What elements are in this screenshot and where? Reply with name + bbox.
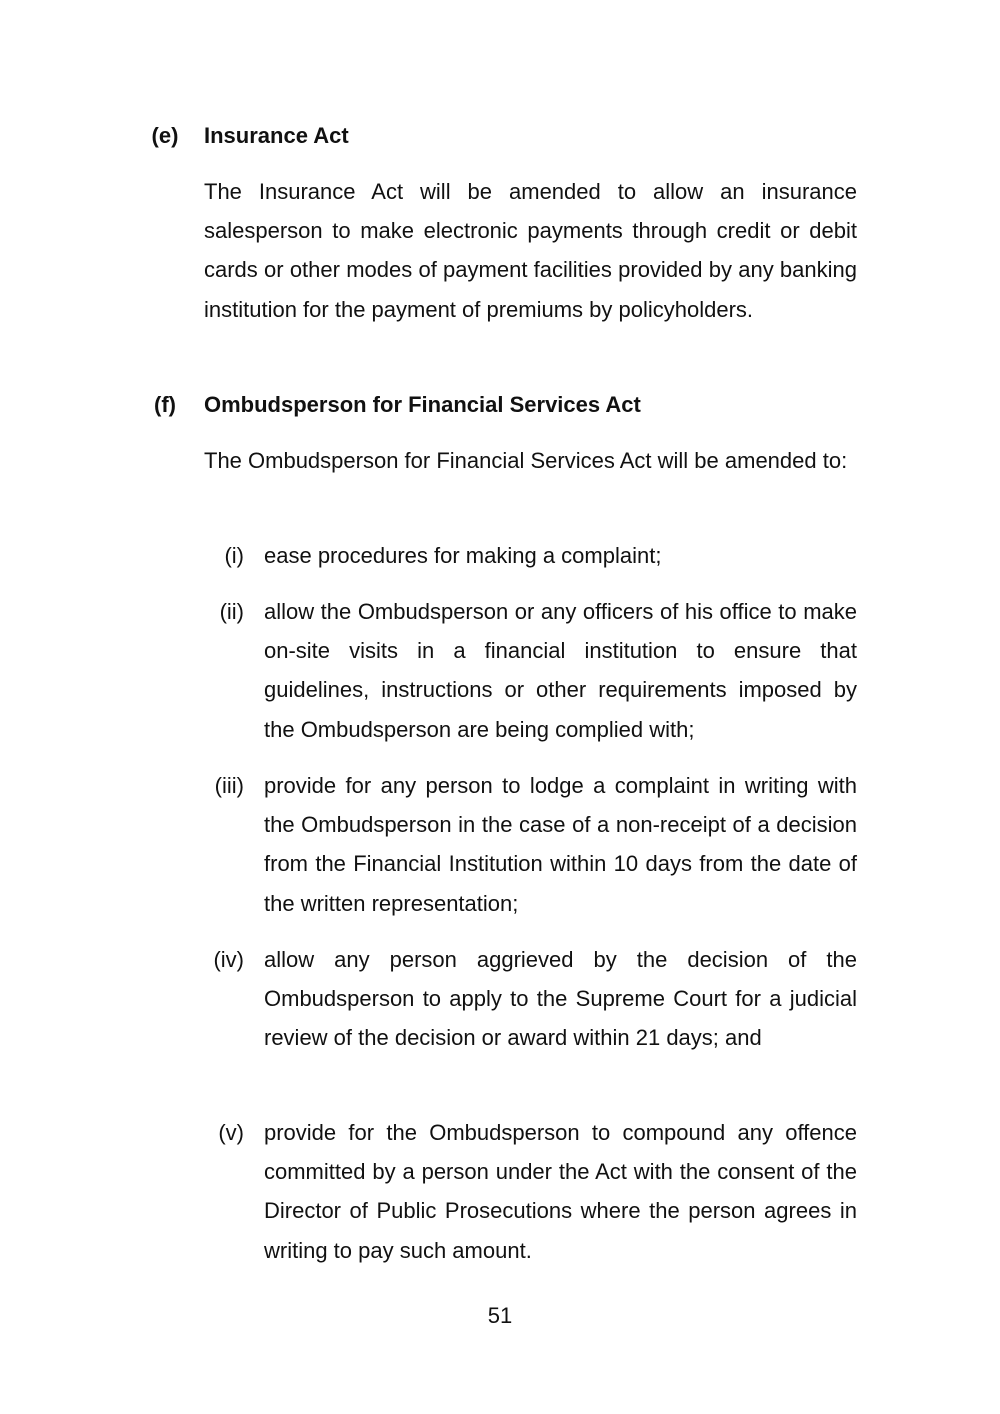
item-label: (v) xyxy=(218,1120,244,1145)
section-e-heading: Insurance Act xyxy=(204,123,349,148)
section-e-paragraph: The Insurance Act will be amended to allow an insurance salesperson to make electronic payments through credit or debit cards or other modes of payment facilities provided by any banking institution for the payment of premiums by policyholders. xyxy=(204,179,857,322)
item-label: (iv) xyxy=(213,947,244,972)
item-label: (iii) xyxy=(214,773,244,798)
list-item: provide for any person to lodge a complaint in writing with the Ombudsperson in the case of a non-receipt of a decision from the Financial Institution within 10 days from the date of the written representation; xyxy=(264,773,857,916)
list-item: allow the Ombudsperson or any officers of his office to make on-site visits in a financial institution to ensure that guidelines, instructions or other requirements imposed by the Ombudsperson are being complied with; xyxy=(264,599,857,742)
list-item: allow any person aggrieved by the decision of the Ombudsperson to apply to the Supreme Court for a judicial review of the decision or award within 21 days; and xyxy=(264,947,857,1051)
item-label: (i) xyxy=(224,543,244,568)
section-f-intro: The Ombudsperson for Financial Services Act will be amended to: xyxy=(204,448,848,473)
section-f-label: (f) xyxy=(154,392,176,417)
item-label: (ii) xyxy=(219,599,244,624)
page-number: 51 xyxy=(487,1303,513,1328)
section-e-label: (e) xyxy=(151,123,179,148)
section-f-heading: Ombudsperson for Financial Services Act xyxy=(204,392,641,417)
list-item: provide for the Ombudsperson to compound any offence committed by a person under the Act with the consent of the Director of Public Prosecutions where the person agrees in writing to pay such amount. xyxy=(264,1120,857,1263)
list-item: ease procedures for making a complaint; xyxy=(264,543,662,568)
